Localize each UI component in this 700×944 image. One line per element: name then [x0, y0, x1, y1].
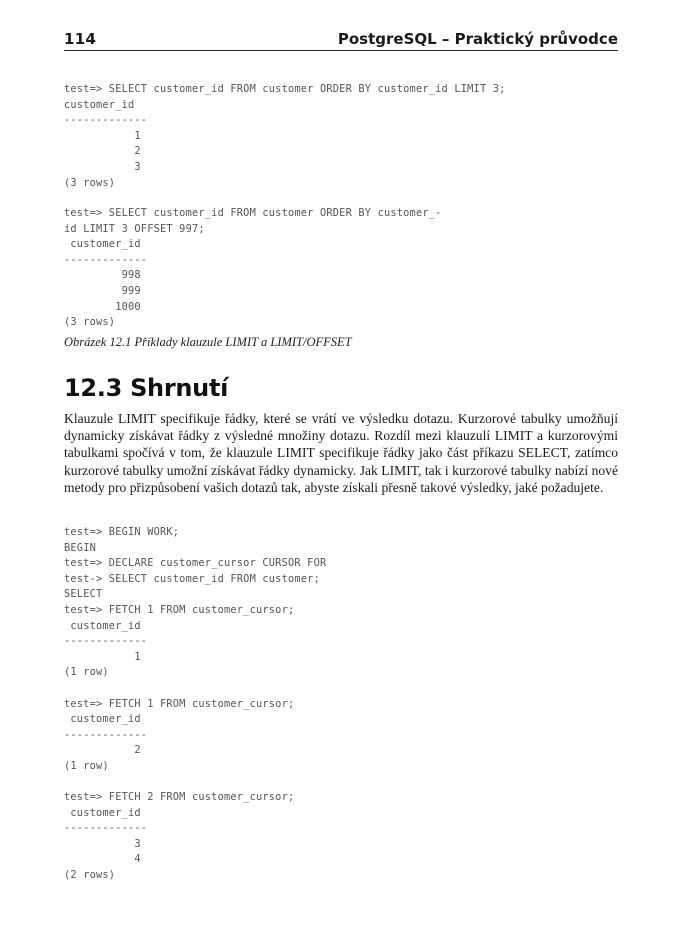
code-listing-limit: test=> SELECT customer_id FROM customer ORDER BY customer_id LIMIT 3; customer_id ------------- 1 2 3 (3 rows): [64, 83, 506, 189]
section-paragraph: Klauzule LIMIT specifikuje řádky, které se vrátí ve výsledku dotazu. Kurzorové tabulky umožňují dynamicky získávat řádky z výsledné množiny dotazu. Rozdíl mezi klauzulí LIMIT a kurzorovými tabulkami spočívá v tom, že klauzule LIMIT specifikuje řádky jako část příkazu SELECT, zatímco kurzorové tabulky umožní získávat řádky dynamicky. Jak LIMIT, tak i kurzorové tabulky nabízí nové metody pro přizpůsobení vašich dotazů tak, abyste získali přesně takové výsledky, jaké požadujete.: [64, 411, 618, 495]
section-heading: 12.3 Shrnutí: [64, 374, 229, 402]
code-listing-limit-offset: test=> SELECT customer_id FROM customer ORDER BY customer_- id LIMIT 3 OFFSET 997; customer_id ------------- 998 999 1000 (3 rows): [64, 207, 442, 329]
running-title: PostgreSQL – Praktický průvodce: [337, 30, 618, 48]
figure-caption: Obrázek 12.1 Příklady klauzule LIMIT a LIMIT/OFFSET: [64, 335, 352, 349]
page-header: [64, 28, 618, 51]
page-number: 114: [64, 30, 97, 48]
code-listing-cursor: test=> BEGIN WORK; BEGIN test=> DECLARE customer_cursor CURSOR FOR test-> SELECT customer_id FROM customer; SELECT test=> FETCH 1 FROM customer_cursor; customer_id ------------- 1 (1 row) test=> FETCH 1 FROM customer_cursor; customer_id ------------- 2 (1 row) test=> FETCH 2 FROM customer_cursor; customer_id ------------- 3 4 (2 rows): [64, 526, 327, 882]
